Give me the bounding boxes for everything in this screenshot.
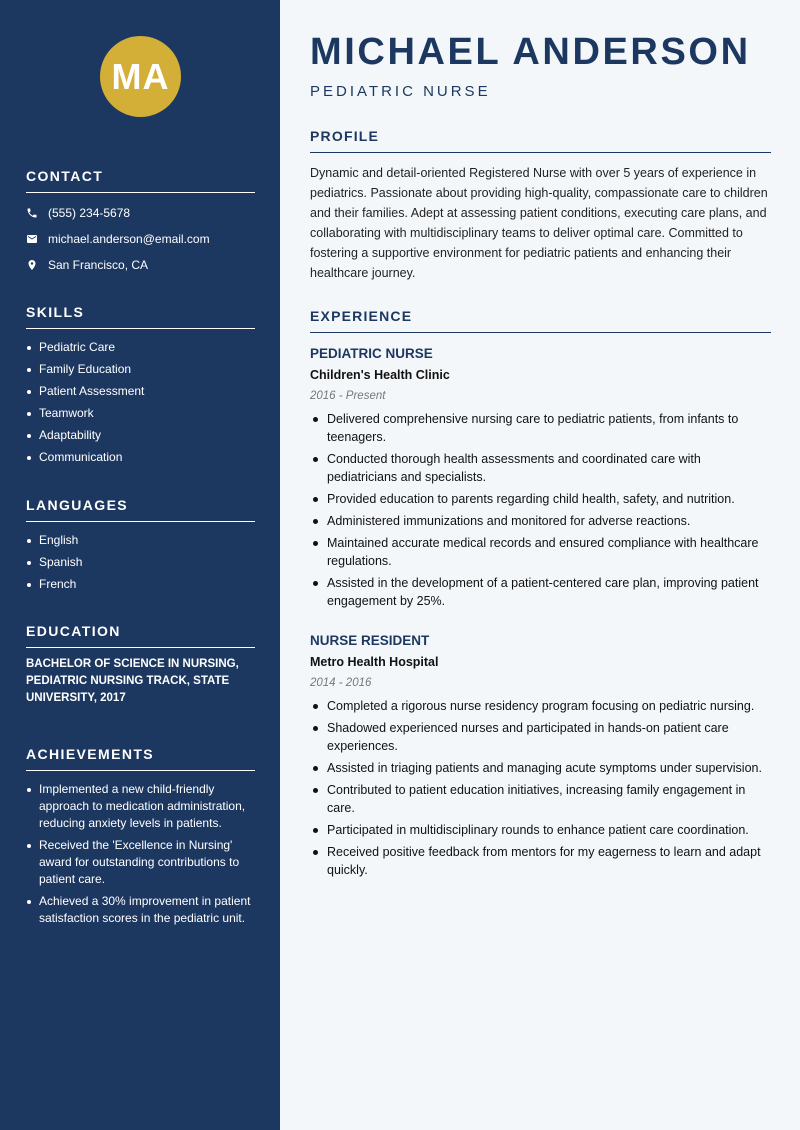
profile-title: PROFILE [310, 128, 771, 153]
contact-title: CONTACT [26, 168, 255, 193]
list-item: Patient Assessment [26, 383, 255, 400]
job-bullets [310, 410, 771, 610]
list-item: Achieved a 30% improvement in patient satisfaction scores in the pediatric unit. [26, 893, 255, 927]
list-item: French [26, 576, 255, 593]
job-date: 2016 - Present [310, 390, 386, 402]
list-item: Received the 'Excellence in Nursing' award for outstanding contributions to patient care. [26, 837, 255, 888]
list-item: Adaptability [26, 427, 255, 444]
sidebar [0, 0, 280, 1130]
list-item: Implemented a new child-friendly approach to medication administration, reducing anxiety levels in patients. [26, 781, 255, 832]
languages-title: LANGUAGES [26, 497, 255, 522]
list-item: Completed a rigorous nurse residency program focusing on pediatric nursing. [310, 697, 771, 715]
job-company: Metro Health Hospital [310, 655, 439, 669]
languages-section [26, 497, 255, 598]
list-item: Received positive feedback from mentors for my eagerness to learn and adapt quickly. [310, 843, 771, 879]
list-item: English [26, 532, 255, 549]
location-pin-icon [26, 259, 48, 271]
list-item: Assisted in triaging patients and managing acute symptoms under supervision. [310, 759, 771, 777]
email-text: michael.anderson@email.com [48, 232, 210, 246]
job-bullets [310, 697, 771, 879]
list-item: Family Education [26, 361, 255, 378]
achievements-section [26, 746, 255, 932]
skills-title: SKILLS [26, 304, 255, 329]
job-entry [310, 633, 771, 883]
phone-icon [26, 207, 48, 219]
phone-text: (555) 234-5678 [48, 206, 131, 220]
contact-phone [26, 200, 255, 226]
contact-location [26, 252, 255, 278]
list-item: Conducted thorough health assessments and coordinated care with pediatricians and specialists. [310, 450, 771, 486]
education-degree: BACHELOR OF SCIENCE IN NURSING, PEDIATRIC NURSING TRACK, STATE UNIVERSITY, 2017 [26, 658, 239, 704]
list-item: Shadowed experienced nurses and participated in hands-on patient care experiences. [310, 719, 771, 755]
list-item: Provided education to parents regarding child health, safety, and nutrition. [310, 490, 771, 508]
skills-section [26, 304, 255, 471]
mail-icon [26, 233, 48, 245]
list-item: Participated in multidisciplinary rounds to enhance patient care coordination. [310, 821, 771, 839]
achievements-list [26, 781, 255, 927]
skills-list [26, 339, 255, 466]
list-item: Teamwork [26, 405, 255, 422]
list-item: Assisted in the development of a patient-centered care plan, improving patient engagement by 25%. [310, 574, 771, 610]
job-role: PEDIATRIC NURSE [310, 83, 491, 100]
list-item: Spanish [26, 554, 255, 571]
list-item: Maintained accurate medical records and ensured compliance with healthcare regulations. [310, 534, 771, 570]
achievements-title: ACHIEVEMENTS [26, 746, 255, 771]
location-text: San Francisco, CA [48, 258, 149, 272]
job-entry [310, 346, 771, 614]
education-title: EDUCATION [26, 623, 255, 648]
languages-list [26, 532, 255, 593]
job-date: 2014 - 2016 [310, 677, 372, 689]
job-company: Children's Health Clinic [310, 368, 450, 382]
page-title: MICHAEL ANDERSON [310, 31, 751, 73]
experience-section [310, 308, 771, 333]
list-item: Administered immunizations and monitored for adverse reactions. [310, 512, 771, 530]
avatar-initials: MA [100, 36, 181, 117]
profile-section [310, 128, 771, 283]
contact-email [26, 226, 255, 252]
experience-title: EXPERIENCE [310, 308, 771, 333]
education-section [26, 623, 255, 707]
list-item: Pediatric Care [26, 339, 255, 356]
list-item: Contributed to patient education initiatives, increasing family engagement in care. [310, 781, 771, 817]
profile-text: Dynamic and detail-oriented Registered Nurse with over 5 years of experience in pediatrics. Passionate about providing high-quality, compassionate care to children and their families. Adept at assessing patient conditions, executing care plans, and collaborating with multidisciplinary teams to deliver optimal care. Committed to fostering a supportive environment for pediatric patients and enhancing their healthcare journey. [310, 166, 768, 280]
job-title: PEDIATRIC NURSE [310, 346, 433, 361]
job-title: NURSE RESIDENT [310, 633, 430, 648]
list-item: Communication [26, 449, 255, 466]
contact-section [26, 168, 255, 278]
list-item: Delivered comprehensive nursing care to pediatric patients, from infants to teenagers. [310, 410, 771, 446]
